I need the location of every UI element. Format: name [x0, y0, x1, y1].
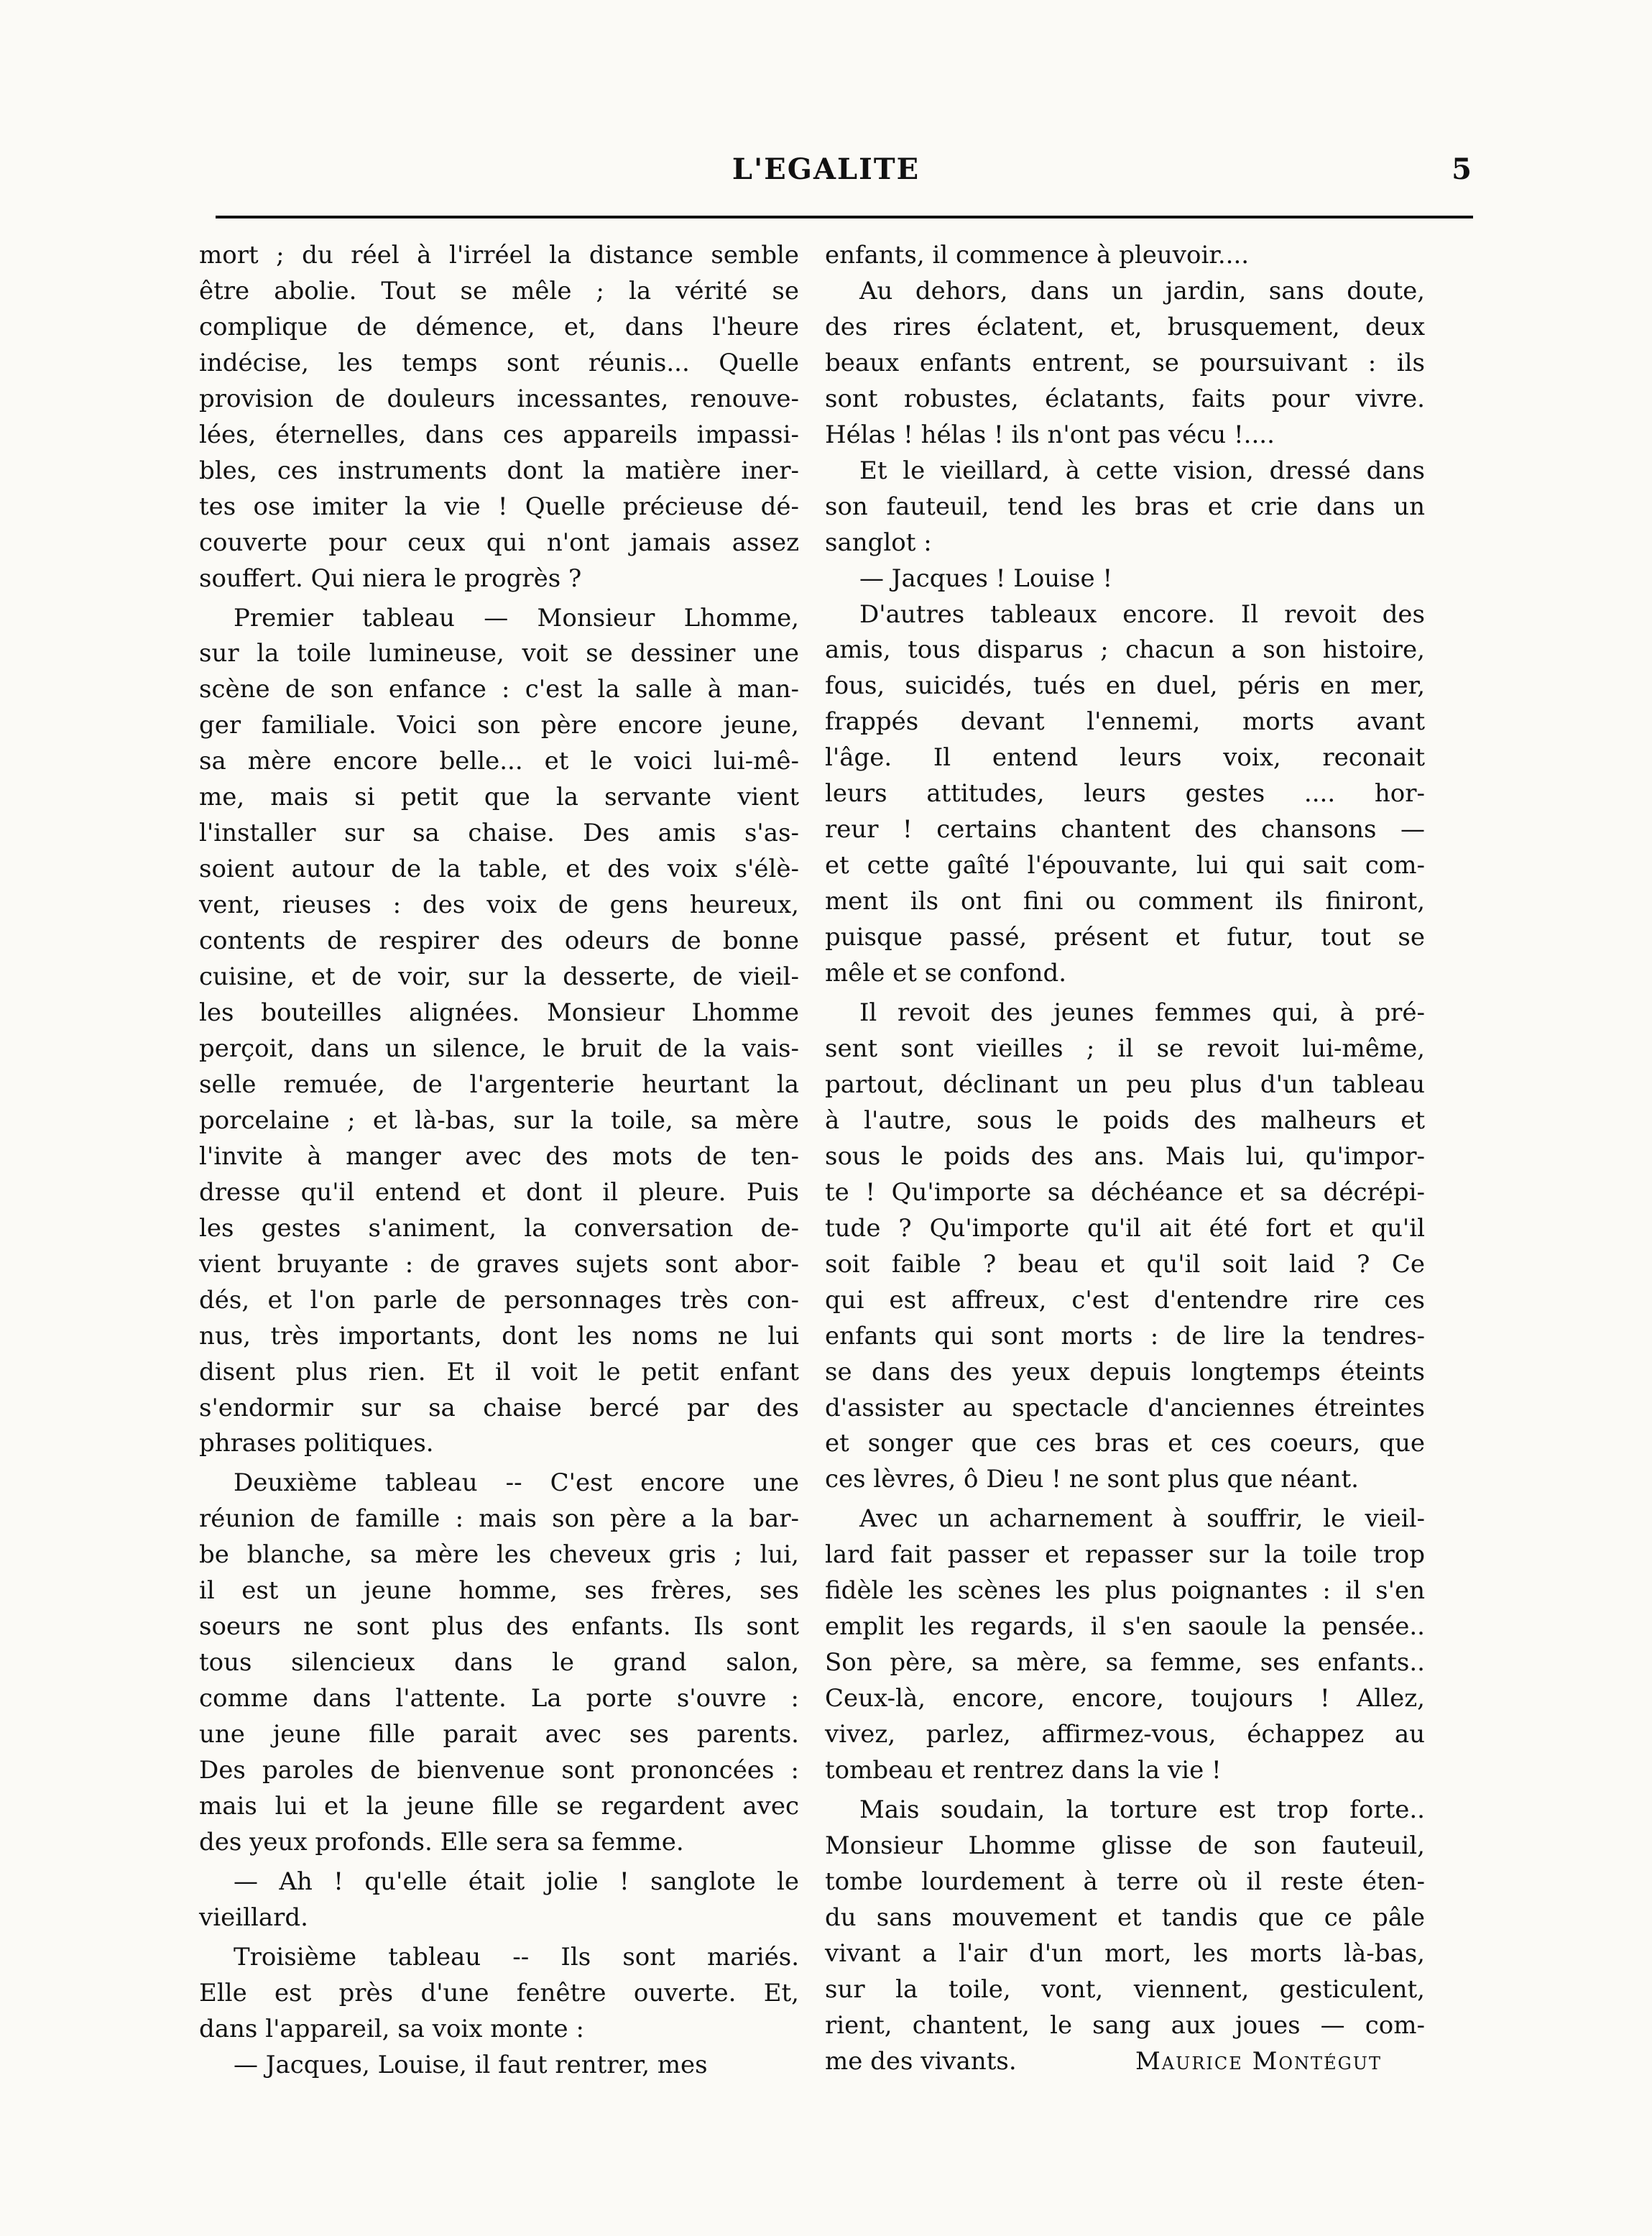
left-column-text-line: soeurs ne sont plus des enfants. Ils sont	[199, 1612, 799, 1642]
right-column-text-line: mêle et se confond.	[825, 959, 1067, 988]
right-column-text-line: Son père, sa mère, sa femme, ses enfants..	[825, 1648, 1425, 1678]
left-column-text-line: les gestes s'animent, la conversation de-	[199, 1213, 799, 1243]
right-column-text-line: D'autres tableaux encore. Il revoit des	[859, 599, 1425, 629]
right-column-text-line: sur la toile, vont, viennent, gesticulent,	[825, 1974, 1425, 2004]
left-column-text-line: indécise, les temps sont réunis... Quelle	[199, 348, 799, 377]
right-column-text-line: lard fait passer et repasser sur la toile trop	[825, 1540, 1425, 1570]
left-column-text-line: mais lui et la jeune fille se regardent avec	[199, 1791, 799, 1821]
right-column-text-line: emplit les regards, il s'en saoule la pensée..	[825, 1612, 1425, 1642]
left-column-text-line: couverte pour ceux qui n'ont jamais assez	[199, 528, 799, 557]
right-column-text-line: te ! Qu'importe sa déchéance et sa décrépi-	[825, 1177, 1425, 1207]
left-column-text-line: — Ah ! qu'elle était jolie ! sanglote le	[234, 1867, 799, 1896]
right-column-text-line: ces lèvres, ô Dieu ! ne sont plus que néant.	[825, 1465, 1359, 1494]
right-column-text-line: et cette gaîté l'épouvante, lui qui sait com-	[825, 851, 1425, 880]
right-column-text-line: Hélas ! hélas ! ils n'ont pas vécu !....	[825, 420, 1275, 449]
right-column-text-line: qui est affreux, c'est d'entendre rire ces	[825, 1285, 1425, 1315]
right-column-text-line: sous le poids des ans. Mais lui, qu'impor-	[825, 1141, 1425, 1171]
right-column-text-line: et songer que ces bras et ces coeurs, que	[825, 1429, 1425, 1458]
right-column-text-line: frappés devant l'ennemi, morts avant	[825, 707, 1425, 737]
left-column-text-line: soient autour de la table, et des voix s'élè-	[199, 855, 799, 884]
right-column-text-line: rient, chantent, le sang aux joues — com-	[825, 2010, 1425, 2040]
left-column-text-line: provision de douleurs incessantes, renouve-	[199, 384, 799, 413]
right-column-text-line: l'âge. Il entend leurs voix, reconait	[825, 743, 1425, 773]
right-column-text-line: amis, tous disparus ; chacun a son histoire,	[825, 635, 1425, 665]
left-column-text-line: complique de démence, et, dans l'heure	[199, 312, 799, 341]
left-column-text-line: réunion de famille : mais son père a la bar-	[199, 1504, 799, 1534]
right-column-text-line: vivant a l'air d'un mort, les morts là-bas,	[825, 1938, 1425, 1968]
left-column-text-line: contents de respirer des odeurs de bonne	[199, 926, 799, 956]
left-column-text-line: disent plus rien. Et il voit le petit enfant	[199, 1357, 799, 1386]
left-column-text-line: être abolie. Tout se mêle ; la vérité se	[199, 276, 799, 305]
left-column-text-line: dans l'appareil, sa voix monte :	[199, 2014, 584, 2043]
right-column-text-line: Avec un acharnement à souffrir, le vieil-	[859, 1504, 1425, 1534]
left-column-text-line: me, mais si petit que la servante vient	[199, 783, 799, 812]
left-column-text-line: sa mère encore belle... et le voici lui-mê-	[199, 747, 799, 776]
right-column-text-line: beaux enfants entrent, se poursuivant : ils	[825, 348, 1425, 377]
header-rule	[216, 216, 1473, 218]
right-column-text-line: du sans mouvement et tandis que ce pâle	[825, 1903, 1425, 1932]
left-column-text-line: vieillard.	[199, 1903, 308, 1932]
right-column-text-line: me des vivants. Maurice Montégut	[825, 2044, 1425, 2080]
right-column-text-line: fidèle les scènes les plus poignantes : il s'en	[825, 1576, 1425, 1606]
right-column-text-line: vivez, parlez, affirmez-vous, échappez au	[825, 1720, 1425, 1749]
right-column-text-line: sanglot :	[825, 528, 932, 557]
right-column-text-line: soit faible ? beau et qu'il soit laid ? Ce	[825, 1249, 1425, 1279]
left-column-text-line: sur la toile lumineuse, voit se dessiner une	[199, 639, 799, 668]
left-column-text-line: — Jacques, Louise, il faut rentrer, mes	[234, 2050, 708, 2079]
right-column-text-line: partout, déclinant un peu plus d'un tableau	[825, 1069, 1425, 1099]
left-column-text-line: dresse qu'il entend et dont il pleure. Puis	[199, 1177, 799, 1207]
left-column-text-line: souffert. Qui niera le progrès ?	[199, 563, 582, 593]
left-column-text-line: une jeune fille parait avec ses parents.	[199, 1720, 799, 1749]
left-column-text-line: nus, très importants, dont les noms ne lui	[199, 1321, 799, 1351]
right-column-text-line: ment ils ont fini ou comment ils finiront,	[825, 887, 1425, 916]
author-signature: Maurice Montégut	[1135, 2046, 1382, 2076]
right-column-text-line: Mais soudain, la torture est trop forte..	[859, 1795, 1425, 1824]
right-column-text-line: Monsieur Lhomme glisse de son fauteuil,	[825, 1831, 1425, 1860]
left-column-text-line: les bouteilles alignées. Monsieur Lhomme	[199, 998, 799, 1028]
left-column-text-line: il est un jeune homme, ses frères, ses	[199, 1576, 799, 1606]
right-column-text-line: — Jacques ! Louise !	[859, 563, 1113, 593]
left-column-text-line: vient bruyante : de graves sujets sont abor-	[199, 1249, 799, 1279]
left-column-text-line: l'installer sur sa chaise. Des amis s'as-	[199, 819, 799, 848]
right-column-text-line: Au dehors, dans un jardin, sans doute,	[859, 276, 1425, 305]
right-column-text-line: son fauteuil, tend les bras et crie dans un	[825, 492, 1425, 521]
left-column-text-line: ger familiale. Voici son père encore jeune,	[199, 711, 799, 740]
right-column-text-line: des rires éclatent, et, brusquement, deux	[825, 312, 1425, 341]
right-column-text-line: reur ! certains chantent des chansons —	[825, 815, 1425, 845]
left-column-text-line: Elle est près d'une fenêtre ouverte. Et,	[199, 1978, 799, 2007]
left-column-text-line: scène de son enfance : c'est la salle à man-	[199, 675, 799, 704]
page-title: L'EGALITE	[732, 152, 920, 186]
right-column-text-line: Il revoit des jeunes femmes qui, à pré-	[859, 998, 1425, 1028]
right-column-text-line: se dans des yeux depuis longtemps éteints	[825, 1357, 1425, 1386]
right-column-text-line: enfants qui sont morts : de lire la tendres-	[825, 1321, 1425, 1351]
right-column-text-line: sont robustes, éclatants, faits pour vivre.	[825, 384, 1425, 413]
left-column-text-line: dés, et l'on parle de personnages très con-	[199, 1285, 799, 1315]
right-column-text-line: enfants, il commence à pleuvoir....	[825, 241, 1250, 270]
left-column-text-line: comme dans l'attente. La porte s'ouvre :	[199, 1684, 799, 1713]
left-column-text-line: tes ose imiter la vie ! Quelle précieuse dé-	[199, 492, 799, 521]
page-number: 5	[1452, 152, 1472, 186]
left-column-text-line: Deuxième tableau -- C'est encore une	[234, 1468, 799, 1498]
right-column-text-line: tude ? Qu'importe qu'il ait été fort et qu'il	[825, 1213, 1425, 1243]
right-column-text-line: à l'autre, sous le poids des malheurs et	[825, 1105, 1425, 1135]
left-column-text-line: be blanche, sa mère les cheveux gris ; lui,	[199, 1540, 799, 1570]
left-column-text-line: cuisine, et de voir, sur la desserte, de vieil-	[199, 962, 799, 992]
right-column-text-line: puisque passé, présent et futur, tout se	[825, 923, 1425, 952]
right-column-text-line: leurs attitudes, leurs gestes .... hor-	[825, 779, 1425, 809]
right-column	[825, 238, 1425, 2080]
right-column-text-line: sent sont vieilles ; il se revoit lui-même,	[825, 1034, 1425, 1063]
left-column-text-line: Troisième tableau -- Ils sont mariés.	[234, 1942, 799, 1972]
left-column-text-line: l'invite à manger avec des mots de ten-	[199, 1141, 799, 1171]
right-column-text-line: Ceux-là, encore, encore, toujours ! Allez,	[825, 1684, 1425, 1713]
left-column-text-line: mort ; du réel à l'irréel la distance semble	[199, 241, 799, 270]
left-column-text-line: perçoit, dans un silence, le bruit de la vais-	[199, 1034, 799, 1063]
left-column-text-line: porcelaine ; et là-bas, sur la toile, sa mère	[199, 1105, 799, 1135]
right-column-text-line: d'assister au spectacle d'anciennes étreintes	[825, 1393, 1425, 1422]
left-column-text-line: selle remuée, de l'argenterie heurtant la	[199, 1069, 799, 1099]
right-column-text-line: tombeau et rentrez dans la vie !	[825, 1756, 1222, 1785]
left-column-text-line: tous silencieux dans le grand salon,	[199, 1648, 799, 1678]
left-column-text-line: lées, éternelles, dans ces appareils impassi-	[199, 420, 799, 449]
left-column-text-line: Des paroles de bienvenue sont prononcées :	[199, 1756, 799, 1785]
left-column	[199, 238, 799, 2084]
right-column-text-line: tombe lourdement à terre où il reste éten-	[825, 1867, 1425, 1896]
left-column-text-line: phrases politiques.	[199, 1429, 434, 1458]
left-column-text-line: s'endormir sur sa chaise bercé par des	[199, 1393, 799, 1422]
left-column-text-line: Premier tableau — Monsieur Lhomme,	[234, 603, 799, 632]
left-column-text-line: bles, ces instruments dont la matière iner-	[199, 456, 799, 485]
left-column-text-line: vent, rieuses : des voix de gens heureux,	[199, 891, 799, 920]
right-column-text-line: fous, suicidés, tués en duel, péris en mer,	[825, 671, 1425, 701]
right-column-text-line: Et le vieillard, à cette vision, dressé dans	[859, 456, 1425, 485]
left-column-text-line: des yeux profonds. Elle sera sa femme.	[199, 1827, 684, 1857]
